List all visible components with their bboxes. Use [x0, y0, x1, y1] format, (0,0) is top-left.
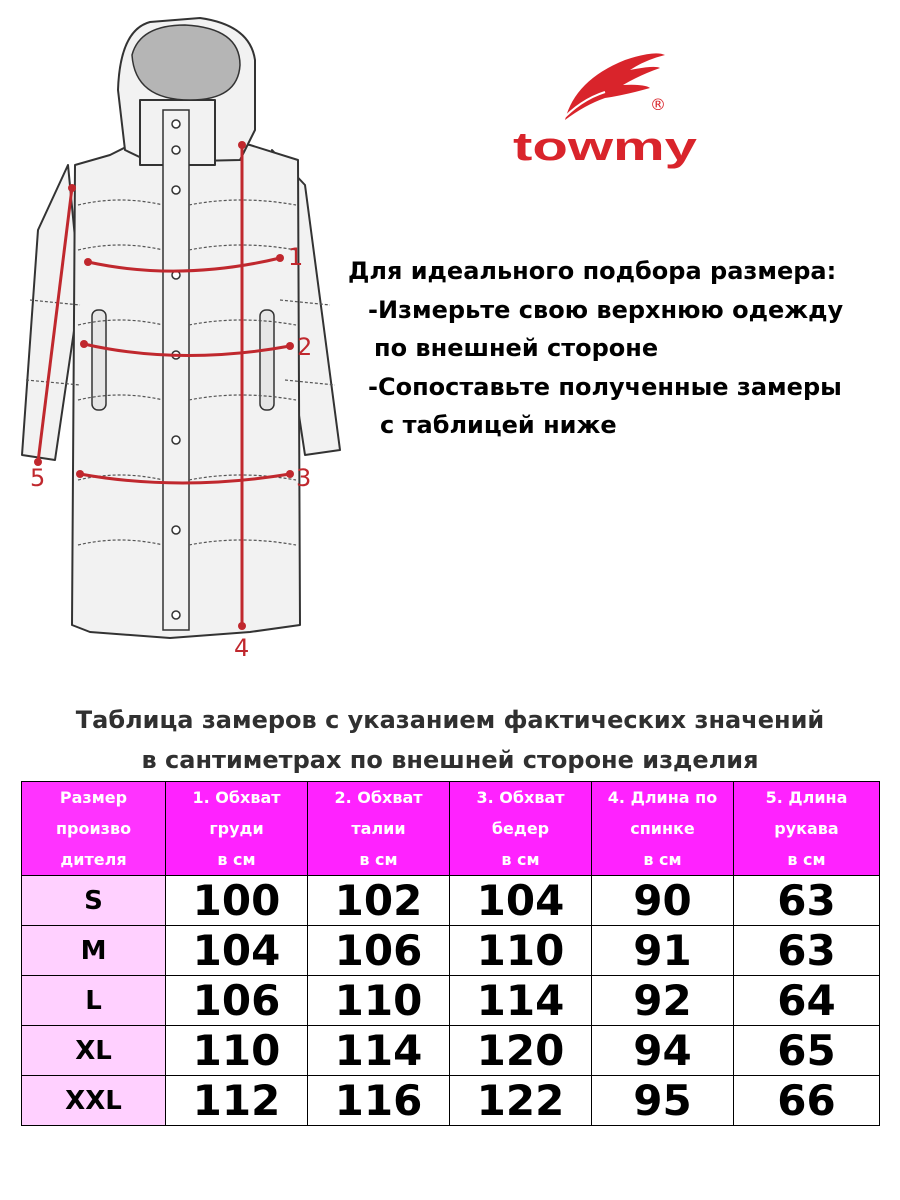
right-pocket	[260, 310, 274, 410]
size-cell: M	[22, 926, 166, 976]
back-length-cell: 95	[592, 1076, 734, 1126]
measure-point	[68, 184, 76, 192]
fit-instructions	[348, 252, 843, 445]
back-length-cell: 91	[592, 926, 734, 976]
measure-point	[286, 342, 294, 350]
back-length-cell: 92	[592, 976, 734, 1026]
size-cell: S	[22, 876, 166, 926]
sleeve-length-cell: 66	[734, 1076, 880, 1126]
sleeve-length-cell: 63	[734, 876, 880, 926]
header-sleeve-length: 5. Длина рукава в см	[734, 782, 880, 876]
table-header-row	[22, 782, 880, 876]
instructions-title: Для идеального подбора размера:	[348, 257, 837, 285]
left-pocket	[92, 310, 106, 410]
brand-logo	[505, 40, 705, 175]
button	[172, 526, 180, 534]
back-length-cell: 90	[592, 876, 734, 926]
waist-cell: 116	[308, 1076, 450, 1126]
hips-cell: 120	[450, 1026, 592, 1076]
marker-chest: 1	[288, 243, 304, 271]
sleeve-length-cell: 64	[734, 976, 880, 1026]
hips-cell: 110	[450, 926, 592, 976]
instruction-step1-line2: по внешней стороне	[374, 334, 659, 362]
marker-sleeve: 5	[30, 464, 46, 492]
chest-cell: 110	[166, 1026, 308, 1076]
sleeve-length-cell: 65	[734, 1026, 880, 1076]
instruction-step1-line1: -Измерьте свою верхнюю одежду	[368, 295, 844, 324]
measure-point	[84, 258, 92, 266]
chest-cell: 106	[166, 976, 308, 1026]
waist-cell: 110	[308, 976, 450, 1026]
coat-diagram	[0, 0, 345, 670]
size-cell: L	[22, 976, 166, 1026]
waist-cell: 102	[308, 876, 450, 926]
hips-cell: 114	[450, 976, 592, 1026]
instruction-step2-line1: -Сопоставьте полученные замеры	[368, 372, 842, 401]
marker-back-length: 4	[234, 634, 250, 662]
left-sleeve	[22, 165, 80, 460]
table-row	[22, 926, 880, 976]
sleeve-length-cell: 63	[734, 926, 880, 976]
header-hips: 3. Обхват бедер в см	[450, 782, 592, 876]
hips-cell: 104	[450, 876, 592, 926]
brand-name: towmy	[513, 125, 699, 169]
size-table	[21, 781, 880, 1126]
button	[172, 146, 180, 154]
chest-cell: 112	[166, 1076, 308, 1126]
chest-cell: 104	[166, 926, 308, 976]
chest-cell: 100	[166, 876, 308, 926]
measure-point	[238, 141, 246, 149]
button	[172, 436, 180, 444]
table-title-line2: в сантиметрах по внешней стороне изделия	[141, 746, 759, 774]
back-length-cell: 94	[592, 1026, 734, 1076]
size-cell: XL	[22, 1026, 166, 1076]
instruction-step2-line2: с таблицей ниже	[380, 411, 617, 439]
measure-point	[238, 622, 246, 630]
table-row	[22, 976, 880, 1026]
marker-waist: 2	[297, 333, 313, 361]
header-chest: 1. Обхват груди в см	[166, 782, 308, 876]
table-row	[22, 876, 880, 926]
header-back-length: 4. Длина по спинке в см	[592, 782, 734, 876]
measure-point	[276, 254, 284, 262]
registered-mark: ®	[650, 95, 666, 114]
button	[172, 611, 180, 619]
hood-lining	[132, 25, 240, 100]
marker-hips: 3	[296, 464, 312, 492]
waist-cell: 106	[308, 926, 450, 976]
table-title-line1: Таблица замеров с указанием фактических значений	[75, 706, 825, 734]
table-row	[22, 1026, 880, 1076]
header-waist: 2. Обхват талии в см	[308, 782, 450, 876]
size-cell: XXL	[22, 1076, 166, 1126]
measure-point	[286, 470, 294, 478]
hips-cell: 122	[450, 1076, 592, 1126]
button	[172, 120, 180, 128]
table-title	[0, 700, 900, 780]
button	[172, 186, 180, 194]
measure-point	[80, 340, 88, 348]
waist-cell: 114	[308, 1026, 450, 1076]
measure-point	[76, 470, 84, 478]
table-row	[22, 1076, 880, 1126]
header-size: Размер произво дителя	[22, 782, 166, 876]
